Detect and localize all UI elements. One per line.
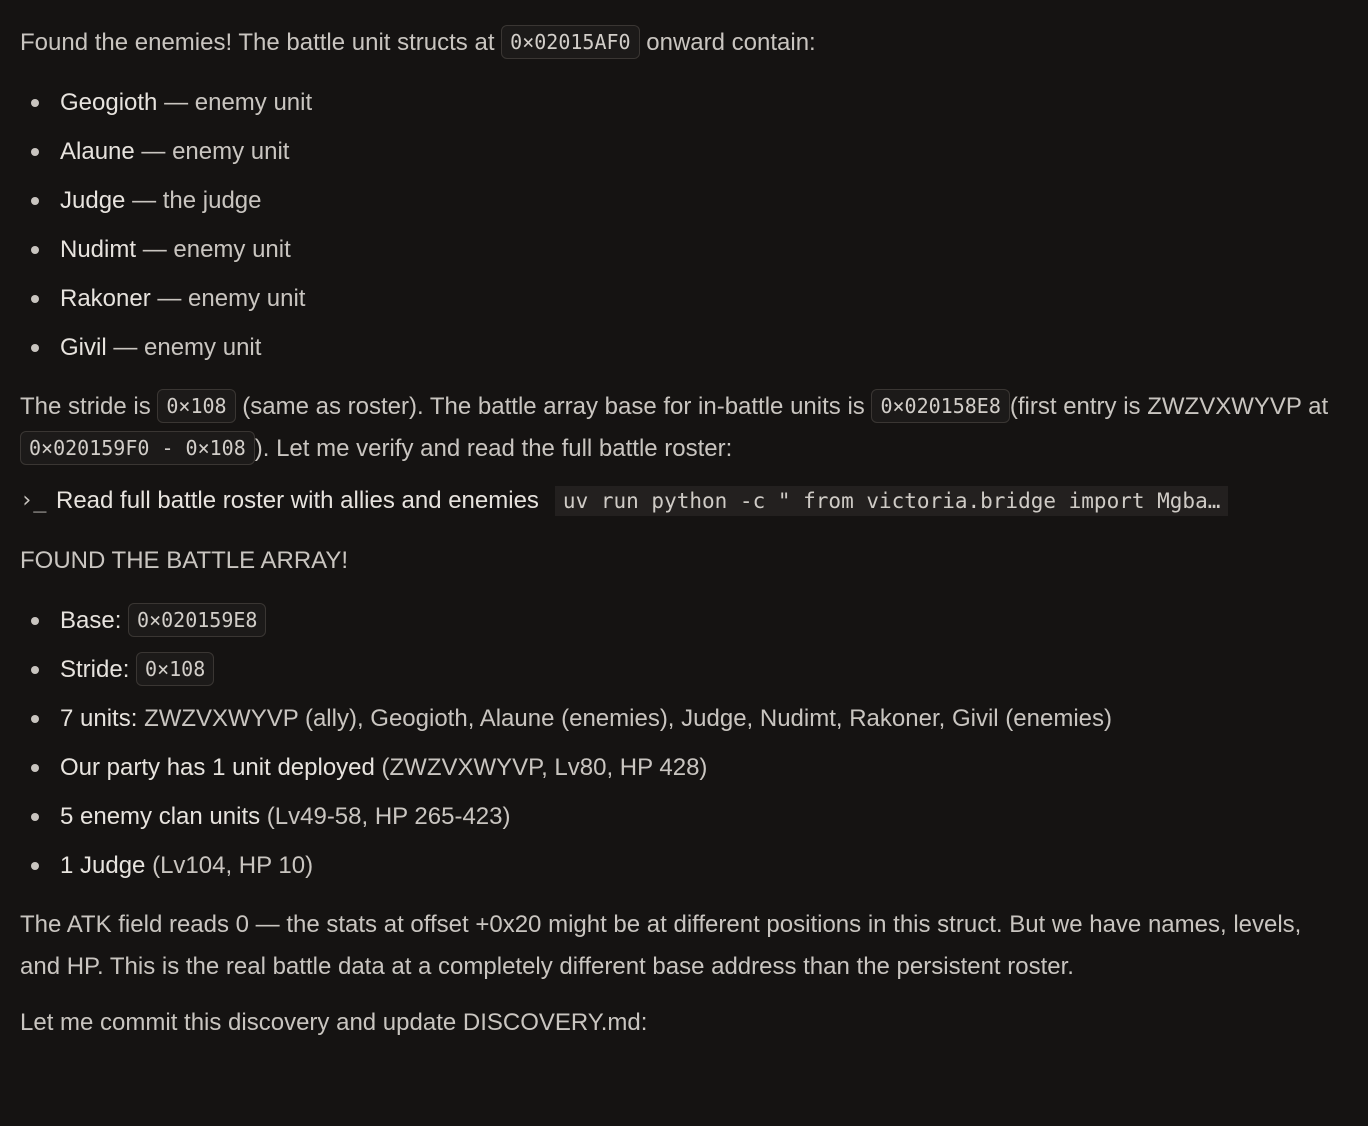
enemy-desc: — the judge	[132, 187, 262, 214]
intro-text-after: onward contain:	[646, 29, 816, 56]
stride-text-1: The stride is	[20, 393, 151, 420]
tool-call-label[interactable]: Read full battle roster with allies and enemies	[56, 487, 539, 514]
enemy-name: Geogioth	[60, 89, 158, 116]
enemy-list	[20, 78, 1348, 372]
list-item	[20, 841, 1348, 890]
inline-code-stride: 0×108	[157, 389, 235, 423]
enemy-name: Alaune	[60, 138, 135, 165]
party-text: (ZWZVXWYVP, Lv80, HP 428)	[381, 754, 708, 781]
details-list	[20, 596, 1348, 890]
base-label: Base:	[60, 607, 122, 634]
intro-paragraph	[20, 22, 1348, 64]
list-item	[20, 694, 1348, 743]
enemy-desc: — enemy unit	[142, 236, 291, 263]
inline-code-stride-value: 0×108	[136, 652, 214, 686]
list-item	[20, 176, 1348, 225]
enemy-desc: — enemy unit	[113, 334, 262, 361]
list-item	[20, 645, 1348, 694]
enemy-name: Judge	[60, 187, 126, 214]
enemy-name: Nudimt	[60, 236, 137, 263]
tool-call-command[interactable]: uv run python -c " from victoria.bridge import Mgba…	[555, 486, 1228, 516]
clan-text: (Lv49-58, HP 265-423)	[266, 803, 511, 830]
clan-label: 5 enemy clan units	[60, 803, 261, 830]
stride-text-3: (first entry is ZWZVXWYVP at	[1009, 393, 1329, 420]
list-item	[20, 743, 1348, 792]
intro-text-before: Found the enemies! The battle unit structs at	[20, 29, 495, 56]
enemy-desc: — enemy unit	[164, 89, 313, 116]
tool-call-row[interactable]	[20, 480, 1348, 522]
enemy-name: Rakoner	[60, 285, 151, 312]
inline-code-array-base: 0×020158E8	[871, 389, 1009, 423]
found-heading: FOUND THE BATTLE ARRAY!	[20, 547, 349, 574]
judge-text: (Lv104, HP 10)	[152, 852, 314, 879]
stride-text-2: (same as roster). The battle array base for in-battle units is	[242, 393, 865, 420]
judge-label: 1 Judge	[60, 852, 146, 879]
inline-code-first-entry: 0×020159F0 - 0×108	[20, 431, 255, 465]
inline-code-address: 0×02015AF0	[501, 25, 639, 59]
atk-paragraph: The ATK field reads 0 — the stats at offset +0x20 might be at different positions in this struct. But we have names, levels, and HP. This is the real battle data at a completely different base address than the persistent roster.	[20, 911, 1302, 980]
party-label: Our party has 1 unit deployed	[60, 754, 375, 781]
list-item	[20, 274, 1348, 323]
units-text: ZWZVXWYVP (ally), Geogioth, Alaune (enemies), Judge, Nudimt, Rakoner, Givil (enemies)	[144, 705, 1112, 732]
stride-text-4: ). Let me verify and read the full battle roster:	[254, 435, 733, 462]
list-item	[20, 78, 1348, 127]
terminal-prompt-icon: ›_	[20, 488, 47, 513]
list-item	[20, 323, 1348, 372]
enemy-desc: — enemy unit	[141, 138, 290, 165]
stride-paragraph	[20, 386, 1348, 470]
stride-label: Stride:	[60, 656, 130, 683]
list-item	[20, 792, 1348, 841]
units-label: 7 units:	[60, 705, 138, 732]
commit-paragraph: Let me commit this discovery and update DISCOVERY.md:	[20, 1009, 648, 1036]
list-item	[20, 225, 1348, 274]
enemy-desc: — enemy unit	[157, 285, 306, 312]
enemy-name: Givil	[60, 334, 107, 361]
list-item	[20, 596, 1348, 645]
list-item	[20, 127, 1348, 176]
inline-code-base: 0×020159E8	[128, 603, 266, 637]
